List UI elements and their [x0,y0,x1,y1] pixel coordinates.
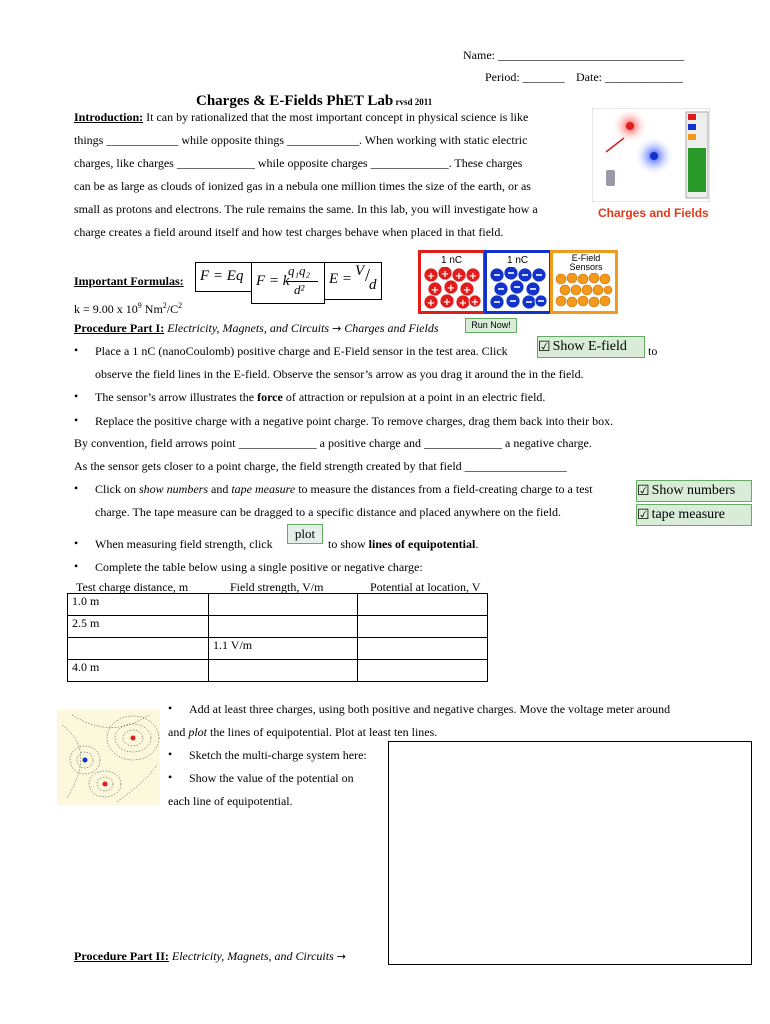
svg-text:+: + [442,297,452,308]
table-row [68,594,488,616]
part1-bullet5: When measuring field strength, click [95,537,273,551]
table-cell[interactable] [358,660,488,682]
svg-text:+: + [458,298,468,309]
part1-bullet5-cont: to show lines of equipotential. [328,537,479,551]
coulomb-constant: k = 9.00 x $10^9$ $Nm^2/C^2$ [74,301,183,316]
table-row [68,638,488,660]
intro-line-4: can be as large as clouds of ionized gas in a nebula one million times the size of the earth, or as [74,179,531,193]
sim-thumbnail-image [592,108,710,202]
table-cell[interactable] [358,594,488,616]
intro-line-2: things ____________ while opposite things ____________. When working with static electric [74,133,528,147]
multi-bullet3-cont: each line of equipotential. [168,794,293,808]
formula-force-field: F = Eq [195,262,252,292]
checkbox-checked-icon: ☑ [637,483,650,499]
positive-charge-box[interactable] [418,250,486,314]
bullet: • [74,413,79,427]
bullet: • [168,747,173,761]
part1-bullet4-cont: charge. The tape measure can be dragged to a specific distance and placed anywhere on the field. [95,505,562,519]
formulas-label: Important Formulas: [74,274,184,288]
part1-bullet2: The sensor’s arrow illustrates the force of attraction or repulsion at a point in an electric field. [95,390,546,404]
table-row [68,660,488,682]
plot-button[interactable]: plot [287,524,323,544]
svg-text:+: + [440,269,450,280]
table-header-potential: Potential at location, V [370,580,481,594]
table-header-field: Field strength, V/m [230,580,324,594]
sensor-box[interactable] [550,250,618,314]
positive-charge-label: 1 nC [441,255,463,266]
name-field[interactable]: Name: _______________________________ [463,48,684,62]
page-title [196,92,432,110]
part1-bullet1: Place a 1 nC (nanoCoulomb) positive charge and E-Field sensor in the test area. Click [95,344,508,358]
part1-bullet1-to: to [648,344,658,358]
period-field[interactable]: Period: _______ [485,70,565,84]
svg-text:+: + [426,298,436,309]
bullet: • [74,389,79,403]
checkbox-checked-icon: ☑ [637,507,650,523]
sim-thumbnail [592,108,710,220]
table-cell[interactable]: 1.0 m [68,594,209,616]
negative-charge-label: 1 nC [507,255,529,266]
negative-charges-icon [489,267,547,309]
bullet: • [74,559,79,573]
sensors-icon [555,273,613,309]
table-cell[interactable]: 4.0 m [68,660,209,682]
tape-measure-checkbox[interactable]: ☑ tape measure [636,504,752,526]
svg-text:+: + [470,297,480,308]
part1-heading: Procedure Part I: Electricity, Magnets, and Circuits → Charges and Fields [74,321,439,335]
intro-line-3: charges, like charges _____________ while opposite charges _____________. These charges [74,156,523,170]
svg-text:+: + [454,271,464,282]
multi-bullet3: Show the value of the potential on [189,771,354,785]
bullet: • [168,701,173,715]
title-main: Charges & E-Fields PhET Lab [196,93,394,109]
formula-coulomb: F = k q₁q₂ d² [251,262,325,304]
svg-text:+: + [462,285,472,296]
part1-bullet1-cont: observe the field lines in the E-field. Observe the sensor’s arrow as you drag it around the in the field. [95,367,584,381]
sim-caption: Charges and Fields [598,206,709,220]
svg-text:+: + [426,271,436,282]
convention-line: By convention, field arrows point _____________ a positive charge and _____________ a negative charge. [74,436,592,450]
bullet: • [74,343,79,357]
table-cell[interactable] [358,616,488,638]
intro-line-1: Introduction: It can by rationalized that the most important concept in physical science is like [74,110,529,124]
table-cell[interactable] [209,616,358,638]
closer-line: As the sensor gets closer to a point charge, the field strength created by that field _________________ [74,459,567,473]
table-header-distance: Test charge distance, m [76,580,189,594]
svg-text:+: + [468,271,478,282]
table-cell[interactable] [209,594,358,616]
checkbox-checked-icon: ☑ [538,339,551,355]
equipotential-sample-image [57,710,160,805]
table-cell[interactable] [209,660,358,682]
title-revision: rvsd 2011 [395,97,433,107]
date-field[interactable]: Date: _____________ [576,70,683,84]
bullet: • [168,770,173,784]
svg-text:+: + [446,283,456,294]
intro-line-6: charge creates a field around itself and how test charges behave when placed in that field. [74,225,504,239]
sketch-area[interactable] [388,741,752,965]
sensor-label: E-Field Sensors [569,253,603,272]
negative-charge-box[interactable] [484,250,552,314]
table-cell[interactable] [68,638,209,660]
part1-bullet3: Replace the positive charge with a negative point charge. To remove charges, drag them back into their box. [95,414,614,428]
positive-charges-icon [423,267,481,309]
intro-label: Introduction: [74,110,144,124]
run-now-button[interactable]: Run Now! [465,318,517,333]
svg-text:+: + [430,285,440,296]
equipotential-lines-icon [57,710,160,805]
part2-heading: Procedure Part II: Electricity, Magnets, and Circuits → [74,949,346,963]
show-numbers-checkbox[interactable]: ☑ Show numbers [636,480,752,502]
table-row [68,616,488,638]
multi-bullet1: Add at least three charges, using both positive and negative charges. Move the voltage meter around [189,702,671,716]
multi-bullet1-cont: and plot the lines of equipotential. Plot at least ten lines. [168,725,438,739]
table-cell[interactable]: 2.5 m [68,616,209,638]
table-cell[interactable]: 1.1 V/m [209,638,358,660]
table-cell[interactable] [358,638,488,660]
show-efield-checkbox[interactable]: ☑ Show E-field [537,336,645,358]
part1-bullet4: Click on show numbers and tape measure to measure the distances from a field-creating charge to a test [95,482,593,496]
intro-line-5: small as protons and electrons. The rule remains the same. In this lab, you will investigate how a [74,202,538,216]
formula-efield-voltage: E = V / d [324,262,382,300]
multi-bullet2: Sketch the multi-charge system here: [189,748,367,762]
data-table [67,593,488,682]
part1-bullet6: Complete the table below using a single positive or negative charge: [95,560,423,574]
bullet: • [74,481,79,495]
bullet: • [74,536,79,550]
